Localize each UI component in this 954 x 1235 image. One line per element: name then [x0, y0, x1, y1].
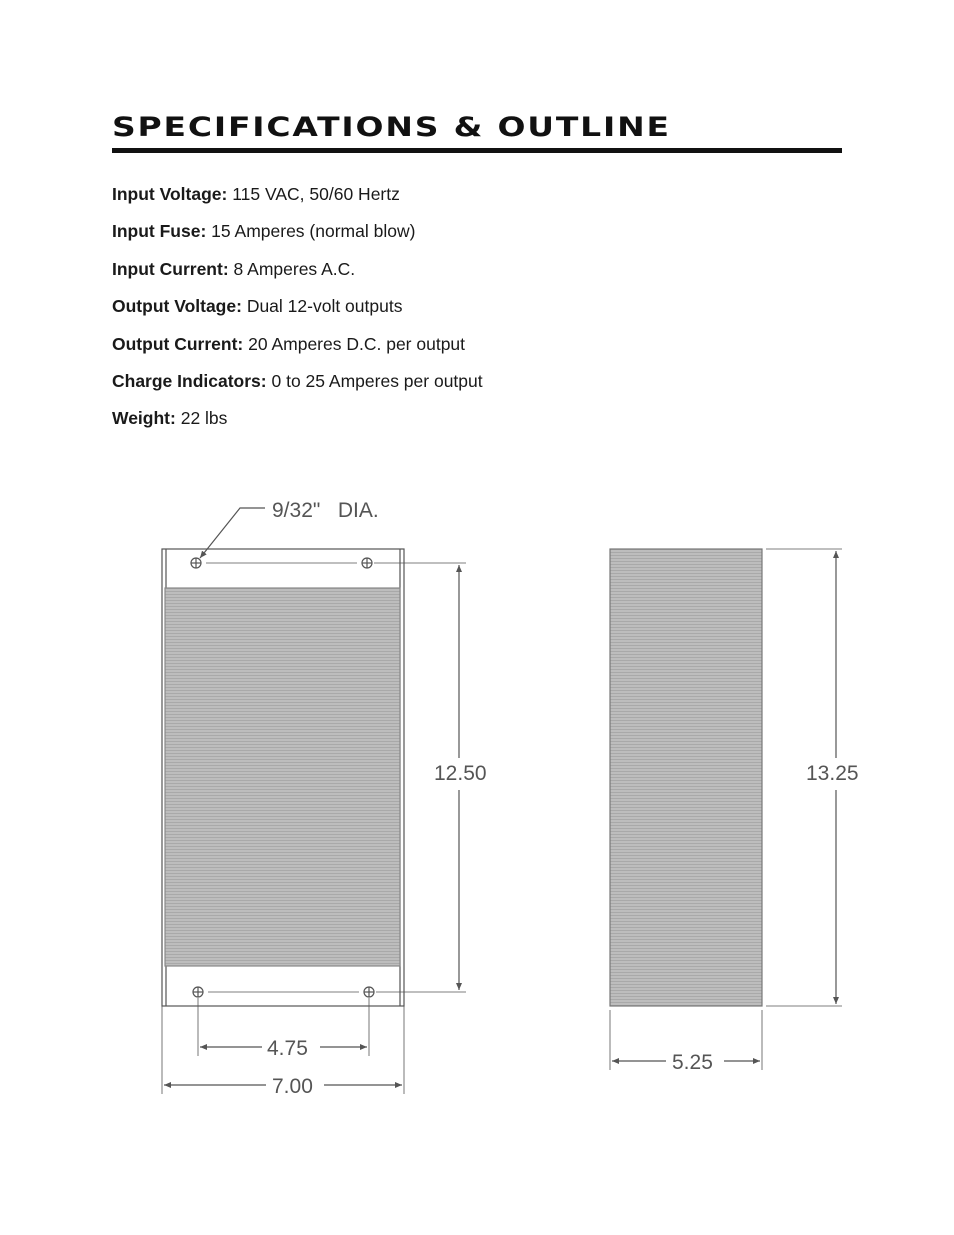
- side-width-dimension: 5.25: [672, 1051, 713, 1074]
- page-title: SPECIFICATIONS & OUTLINE: [112, 112, 671, 143]
- spec-label: Output Voltage:: [112, 296, 242, 317]
- spec-label: Weight:: [112, 408, 176, 429]
- spec-label: Input Voltage:: [112, 184, 228, 204]
- spec-value: Dual 12-volt outputs: [246, 296, 403, 317]
- hole-spacing-dimension: 4.75: [267, 1037, 308, 1060]
- front-height-dimension: 12.50: [434, 762, 487, 785]
- front-width-dimension: 7.00: [272, 1075, 313, 1098]
- hole-callout-leader: [200, 508, 265, 558]
- side-height-dimension: 13.25: [806, 762, 859, 785]
- front-view: [162, 508, 466, 1094]
- spec-value: 22 lbs: [180, 408, 228, 429]
- mounting-hole-icon: [193, 987, 203, 997]
- spec-label: Input Fuse:: [112, 221, 207, 242]
- mounting-hole-icon: [191, 558, 201, 568]
- spec-value: 20 Amperes D.C. per output: [248, 333, 466, 354]
- front-grille: [165, 588, 400, 966]
- mounting-hole-icon: [362, 558, 372, 568]
- mounting-hole-icon: [364, 987, 374, 997]
- spec-value: 15 Amperes (normal blow): [211, 221, 416, 242]
- hole-callout-label: 9/32" DIA.: [272, 499, 379, 522]
- side-grille: [610, 549, 762, 1006]
- spec-value: 0 to 25 Amperes per output: [271, 370, 483, 391]
- spec-label: Charge Indicators:: [112, 370, 267, 391]
- side-view: [610, 549, 842, 1070]
- spec-value: 8 Amperes A.C.: [233, 258, 356, 279]
- spec-label: Input Current:: [112, 258, 229, 279]
- spec-value: 115 VAC, 50/60 Hertz: [232, 184, 400, 204]
- spec-label: Output Current:: [112, 333, 244, 354]
